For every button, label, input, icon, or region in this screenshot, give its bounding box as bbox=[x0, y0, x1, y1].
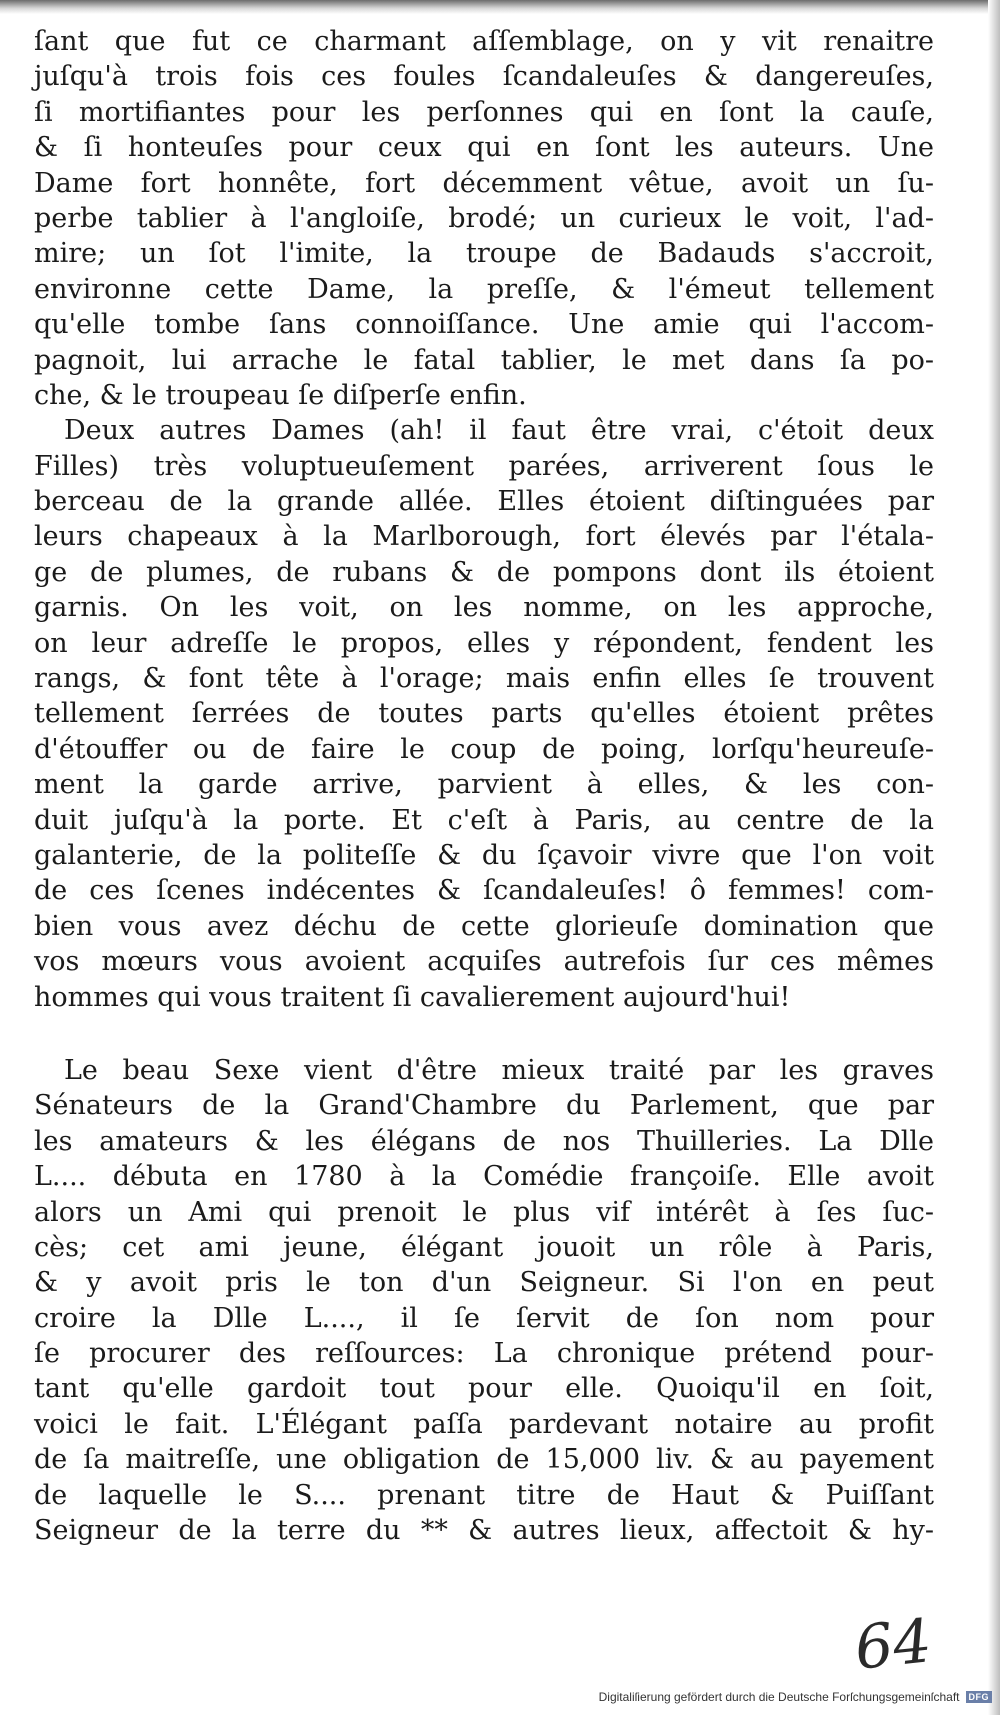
text-line: pagnoit, lui arrache le fatal tablier, le met dans ſa po- bbox=[34, 344, 934, 376]
text-line: on leur adreſſe le propos, elles y répondent, fendent les bbox=[34, 627, 934, 659]
scan-side-edge bbox=[988, 0, 1000, 1715]
text-line: Seigneur de la terre du ** & autres lieux, affectoit & hy- bbox=[34, 1515, 934, 1547]
text-line: galanterie, de la politeſſe & du ſçavoir vivre que l'on voit bbox=[34, 839, 934, 871]
text-line: Dame fort honnête, fort décemment vêtue, avoit un ſu- bbox=[34, 167, 934, 199]
text-line: de laquelle le S.... prenant titre de Haut & Puiſſant bbox=[34, 1479, 934, 1511]
text-line: mire; un ſot l'imite, la troupe de Badauds s'accroit, bbox=[34, 238, 934, 270]
digitization-footer bbox=[599, 1690, 992, 1704]
text-line: hommes qui vous traitent ſi cavalierement aujourd'hui! bbox=[34, 981, 791, 1013]
text-line: Deux autres Dames (ah! il faut être vrai, c'étoit deux bbox=[64, 415, 934, 447]
text-line: environne cette Dame, la preſſe, & l'émeut tellement bbox=[34, 273, 934, 305]
text-line: ſi mortifiantes pour les perſonnes qui en ſont la cauſe, bbox=[34, 96, 934, 128]
text-line: voici le fait. L'Élégant paſſa pardevant notaire au profit bbox=[34, 1408, 934, 1440]
text-line: Sénateurs de la Grand'Chambre du Parlement, que par bbox=[34, 1090, 934, 1122]
text-line: d'étouffer ou de faire le coup de poing, lorſqu'heureuſe- bbox=[34, 733, 934, 765]
text-line: tant qu'elle gardoit tout pour elle. Quoiqu'il en ſoit, bbox=[34, 1373, 934, 1405]
text-line: ſant que fut ce charmant aſſemblage, on y vit renaitre bbox=[34, 26, 934, 57]
handwritten-page-number: 64 bbox=[851, 1606, 935, 1684]
text-line: Le beau Sexe vient d'être mieux traité par les graves bbox=[64, 1054, 934, 1086]
text-line: garnis. On les voit, on les nomme, on les approche, bbox=[34, 592, 934, 624]
text-line: & ſi honteuſes pour ceux qui en ſont les auteurs. Une bbox=[34, 132, 934, 164]
text-line: berceau de la grande allée. Elles étoient diſtinguées par bbox=[34, 486, 934, 518]
text-line: de ſa maitreſſe, une obligation de 15,000 liv. & au payement bbox=[34, 1444, 934, 1476]
text-line: perbe tablier à l'angloiſe, brodé; un curieux le voit, l'ad- bbox=[34, 202, 934, 234]
text-line: rangs, & font tête à l'orage; mais enfin elles ſe trouvent bbox=[34, 663, 934, 695]
text-line: de ces ſcenes indécentes & ſcandaleuſes! ô femmes! com- bbox=[34, 875, 934, 907]
footer-text: Digitaliſierung gefördert durch die Deutsche Forſchungsgemeinſchaft bbox=[598, 1690, 960, 1704]
text-line: cès; cet ami jeune, élégant jouoit un rôle à Paris, bbox=[34, 1231, 934, 1263]
scan-top-edge bbox=[0, 0, 1000, 14]
text-line: & y avoit pris le ton d'un Seigneur. Si l'on en peut bbox=[34, 1267, 934, 1299]
paragraph-1 bbox=[34, 24, 934, 413]
text-line: L.... débuta en 1780 à la Comédie françoiſe. Elle avoit bbox=[34, 1161, 934, 1193]
text-line: vos mœurs vous avoient acquiſes autrefois ſur ces mêmes bbox=[34, 946, 934, 978]
paragraph-gap bbox=[34, 1015, 934, 1053]
text-line: juſqu'à trois fois ces foules ſcandaleuſes & dangereuſes, bbox=[34, 61, 934, 93]
text-line: tellement ſerrées de toutes parts qu'elles étoient prêtes bbox=[34, 698, 934, 730]
text-line: che, & le troupeau ſe diſperſe enfin. bbox=[34, 379, 527, 411]
dfg-logo-icon: DFG bbox=[966, 1691, 993, 1703]
text-line: ment la garde arrive, parvient à elles, & les con- bbox=[34, 769, 934, 801]
text-line: les amateurs & les élégans de nos Thuilleries. La Dlle bbox=[34, 1125, 934, 1157]
text-line: qu'elle tombe ſans connoiſſance. Une amie qui l'accom- bbox=[34, 309, 934, 341]
text-line: Filles) très voluptueuſement parées, arriverent ſous le bbox=[34, 450, 934, 482]
body-text bbox=[34, 24, 934, 1548]
text-line: ſe procurer des reſſources: La chronique prétend pour- bbox=[34, 1338, 934, 1370]
text-line: leurs chapeaux à la Marlborough, fort élevés par l'étala- bbox=[34, 521, 934, 553]
text-line: bien vous avez déchu de cette glorieuſe domination que bbox=[34, 910, 934, 942]
text-line: croire la Dlle L...., il ſe ſervit de ſon nom pour bbox=[34, 1302, 934, 1334]
text-line: ge de plumes, de rubans & de pompons dont ils étoient bbox=[34, 556, 934, 588]
text-line: duit juſqu'à la porte. Et c'eſt à Paris, au centre de la bbox=[34, 804, 934, 836]
text-line: alors un Ami qui prenoit le plus vif intérêt à ſes ſuc- bbox=[34, 1196, 934, 1228]
paragraph-3 bbox=[34, 1053, 934, 1548]
paragraph-2 bbox=[34, 413, 934, 1015]
